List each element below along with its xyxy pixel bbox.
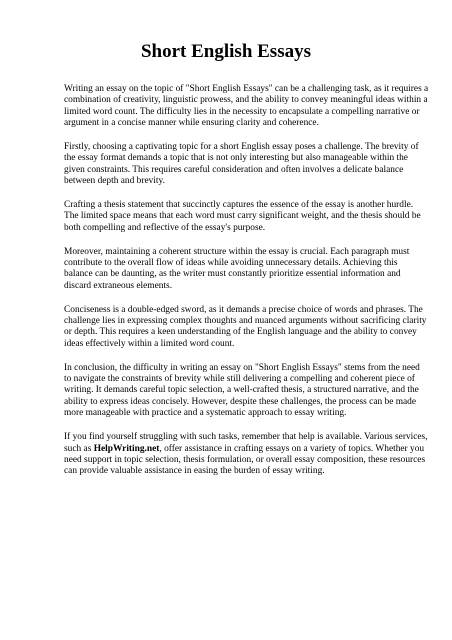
paragraph-line: Crafting a thesis statement that succinctly captures the essence of the essay is another hurdle.: [64, 200, 414, 211]
paragraph-help: [64, 432, 428, 478]
paragraph-line: In conclusion, the difficulty in writing an essay on "Short English Essays" stems from the need: [64, 362, 420, 373]
paragraph-line: given constraints. This requires careful consideration and often involves a delicate balance: [64, 164, 404, 175]
paragraph-line: argument in a concise manner while ensuring clarity and coherence.: [64, 118, 319, 129]
helpwriting-link[interactable]: HelpWriting.net: [93, 443, 160, 454]
paragraph-line: need support in topic selection, thesis formulation, or overall essay composition, these resources: [64, 454, 426, 465]
paragraph-line: Moreover, maintaining a coherent structure within the essay is crucial. Each paragraph must: [64, 246, 410, 257]
paragraph-line: balance can be daunting, as the writer must constantly prioritize essential information and: [64, 269, 401, 280]
paragraph: [64, 200, 424, 234]
paragraph-line: discard extraneous elements.: [64, 280, 173, 291]
paragraph-line: writing. It demands careful topic selection, a well-crafted thesis, a structured narrative, and the: [64, 385, 419, 396]
paragraph: [64, 363, 424, 420]
paragraph-line: limited word count. The difficulty lies in the necessity to encapsulate a compelling narrative or: [64, 106, 420, 117]
paragraph-line: Conciseness is a double-edged sword, as it demands a precise choice of words and phrases. The: [64, 304, 423, 315]
line-suffix: , offer assistance in crafting essays on a variety of topics. Whether you: [159, 443, 425, 454]
paragraph: [64, 247, 424, 293]
paragraph-line: ideas effectively within a limited word count.: [64, 338, 235, 349]
paragraph-line: both compelling and reflective of the essay's purpose.: [64, 222, 266, 233]
paragraph-line: The limited space means that each word must carry significant weight, and the thesis should be: [64, 211, 421, 222]
paragraph-line: between depth and brevity.: [64, 176, 165, 187]
paragraph-line: can provide valuable assistance in easing the burden of essay writing.: [64, 466, 325, 477]
paragraph-line: Writing an essay on the topic of "Short English Essays" can be a challenging task, as it requires a: [64, 84, 429, 94]
line-prefix: such as: [64, 443, 94, 454]
document-body: [64, 84, 429, 490]
paragraph-line: [64, 444, 424, 455]
paragraph-line: or depth. This requires a keen understanding of the English language and the ability to convey: [64, 327, 417, 338]
paragraph: [64, 84, 429, 130]
paragraph-list: [64, 84, 429, 420]
paragraph: [64, 142, 424, 188]
paragraph-line: Firstly, choosing a captivating topic for a short English essay poses a challenge. The brevity of: [64, 142, 419, 153]
paragraph-line: to navigate the constraints of brevity while still delivering a compelling and coherent piece of: [64, 374, 415, 385]
paragraph-line: If you find yourself struggling with such tasks, remember that help is available. Various services,: [64, 432, 428, 443]
paragraph-line: more manageable with practice and a systematic approach to essay writing.: [64, 408, 347, 419]
paragraph: [64, 304, 427, 351]
paragraph-line: contribute to the overall flow of ideas while avoiding unnecessary details. Achieving this: [64, 258, 398, 269]
paragraph-line: challenge lies in expressing complex thoughts and nuanced arguments without sacrificing clarity: [64, 316, 427, 327]
paragraph-line: ability to express ideas concisely. However, despite these challenges, the process can be made: [64, 396, 417, 407]
document-title: Short English Essays: [140, 41, 311, 62]
paragraph-line: the essay format demands a topic that is not only interesting but also manageable within the: [64, 153, 408, 164]
paragraph-line: combination of creativity, linguistic prowess, and the ability to convey meaningful ideas within a: [64, 95, 428, 106]
